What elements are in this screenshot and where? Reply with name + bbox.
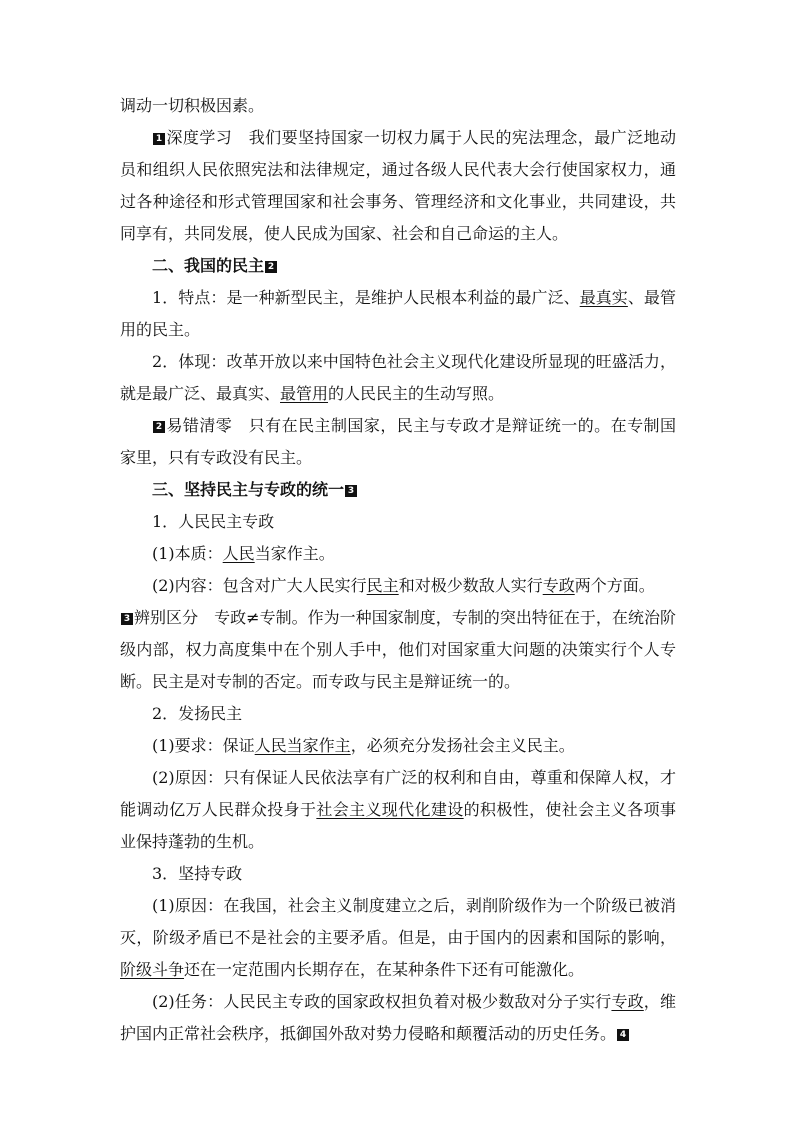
paragraph bbox=[120, 538, 676, 570]
marker-2-icon: 2 bbox=[265, 261, 277, 273]
note-label: 易错清零 bbox=[166, 416, 233, 435]
paragraph bbox=[120, 90, 676, 122]
note-text: 只有在民主制国家，民主与专政才是辩证统一的。在专制国家里，只有专政没有民主。 bbox=[120, 416, 676, 467]
paragraph bbox=[120, 762, 676, 858]
subheading bbox=[120, 506, 676, 538]
text: 调动一切积极因素。 bbox=[120, 96, 265, 115]
underlined-answer: 最真实 bbox=[579, 288, 628, 307]
paragraph bbox=[120, 346, 676, 410]
text: 3．坚持专政 bbox=[152, 864, 243, 883]
underlined-answer: 社会主义现代化建设 bbox=[316, 800, 464, 819]
section-heading bbox=[120, 474, 676, 506]
underlined-answer: 民主 bbox=[366, 576, 399, 595]
text: (1)要求：保证 bbox=[152, 736, 255, 755]
note-text: 专政≠专制。作为一种国家制度，专制的突出特征在于，在统治阶级内部，权力高度集中在个别人手中，他们对国家重大问题的决策实行个人专断。民主是对专制的否定。而专政与民主是辩证统一的。 bbox=[120, 608, 676, 691]
underlined-answer: 专政 bbox=[542, 576, 575, 595]
paragraph bbox=[120, 890, 676, 986]
error-note bbox=[120, 410, 676, 474]
underlined-answer: 最管用 bbox=[280, 384, 329, 403]
text: 1．人民民主专政 bbox=[152, 512, 275, 531]
distinguish-note bbox=[120, 602, 676, 698]
marker-3-icon: 3 bbox=[345, 485, 357, 497]
paragraph bbox=[120, 282, 676, 346]
text: 1．特点：是一种新型民主，是维护人民根本利益的最广泛、 bbox=[152, 288, 580, 307]
text: 当家作主。 bbox=[254, 544, 335, 563]
text: (2)任务：人民民主专政的国家政权担负着对极少数敌对分子实行 bbox=[152, 992, 612, 1011]
text: (1)本质： bbox=[152, 544, 223, 563]
text: 还在一定范围内长期存在，在某种条件下还有可能激化。 bbox=[184, 960, 585, 979]
subheading bbox=[120, 858, 676, 890]
text: 2．体现：改革开放以来中国特色社会主义现代化建设所显现的旺盛活力，就是最广泛、最真实、 bbox=[120, 352, 676, 403]
text: 的人民民主的生动写照。 bbox=[328, 384, 505, 403]
subheading bbox=[120, 698, 676, 730]
underlined-answer: 人民当家作主 bbox=[254, 736, 351, 755]
text: ，必须充分发扬社会主义民主。 bbox=[350, 736, 575, 755]
text: 2．发扬民主 bbox=[152, 704, 243, 723]
note-text: 我们要坚持国家一切权力属于人民的宪法理念，最广泛地动员和组织人民依照宪法和法律规定，通过各级人民代表大会行使国家权力，通过各种途径和形式管理国家和社会事务、管理经济和文化事业，共同建设，共同享有，共同发展，使人民成为国家、社会和自己命运的主人。 bbox=[120, 128, 676, 243]
underlined-answer: 阶级斗争 bbox=[120, 960, 185, 979]
text: (2)原因：只有保证人民依法享有广泛的权利和自由，尊重和保障人权，才能调动亿万人民群众投身于 bbox=[120, 768, 676, 819]
note-label: 深度学习 bbox=[166, 128, 233, 147]
text: ，维护国内正常社会秩序，抵御国外敌对势力侵略和颠覆活动的历史任务。 bbox=[120, 992, 676, 1043]
heading-text: 二、我国的民主 bbox=[152, 256, 265, 275]
section-heading bbox=[120, 250, 676, 282]
marker-1-icon: 1 bbox=[153, 133, 165, 145]
text: 、最管用的民主。 bbox=[120, 288, 676, 339]
marker-3-icon: 3 bbox=[121, 613, 133, 625]
underlined-answer: 人民 bbox=[222, 544, 255, 563]
text: 的积极性，使社会主义各项事业保持蓬勃的生机。 bbox=[120, 800, 676, 851]
paragraph bbox=[120, 986, 676, 1050]
note-label: 辨别区分 bbox=[134, 608, 199, 627]
marker-4-icon: 4 bbox=[617, 1029, 629, 1041]
heading-text: 三、坚持民主与专政的统一 bbox=[152, 480, 345, 499]
text: (1)原因：在我国，社会主义制度建立之后，剥削阶级作为一个阶级已被消灭，阶级矛盾已不是社会的主要矛盾。但是，由于国内的因素和国际的影响， bbox=[120, 896, 676, 947]
document-body bbox=[120, 90, 676, 1050]
text: (2)内容：包含对广大人民实行 bbox=[152, 576, 367, 595]
text: 两个方面。 bbox=[574, 576, 655, 595]
marker-2-icon: 2 bbox=[153, 421, 165, 433]
paragraph bbox=[120, 730, 676, 762]
deep-learning-note bbox=[120, 122, 676, 250]
paragraph bbox=[120, 570, 676, 602]
underlined-answer: 专政 bbox=[611, 992, 644, 1011]
text: 和对极少数敌人实行 bbox=[398, 576, 543, 595]
